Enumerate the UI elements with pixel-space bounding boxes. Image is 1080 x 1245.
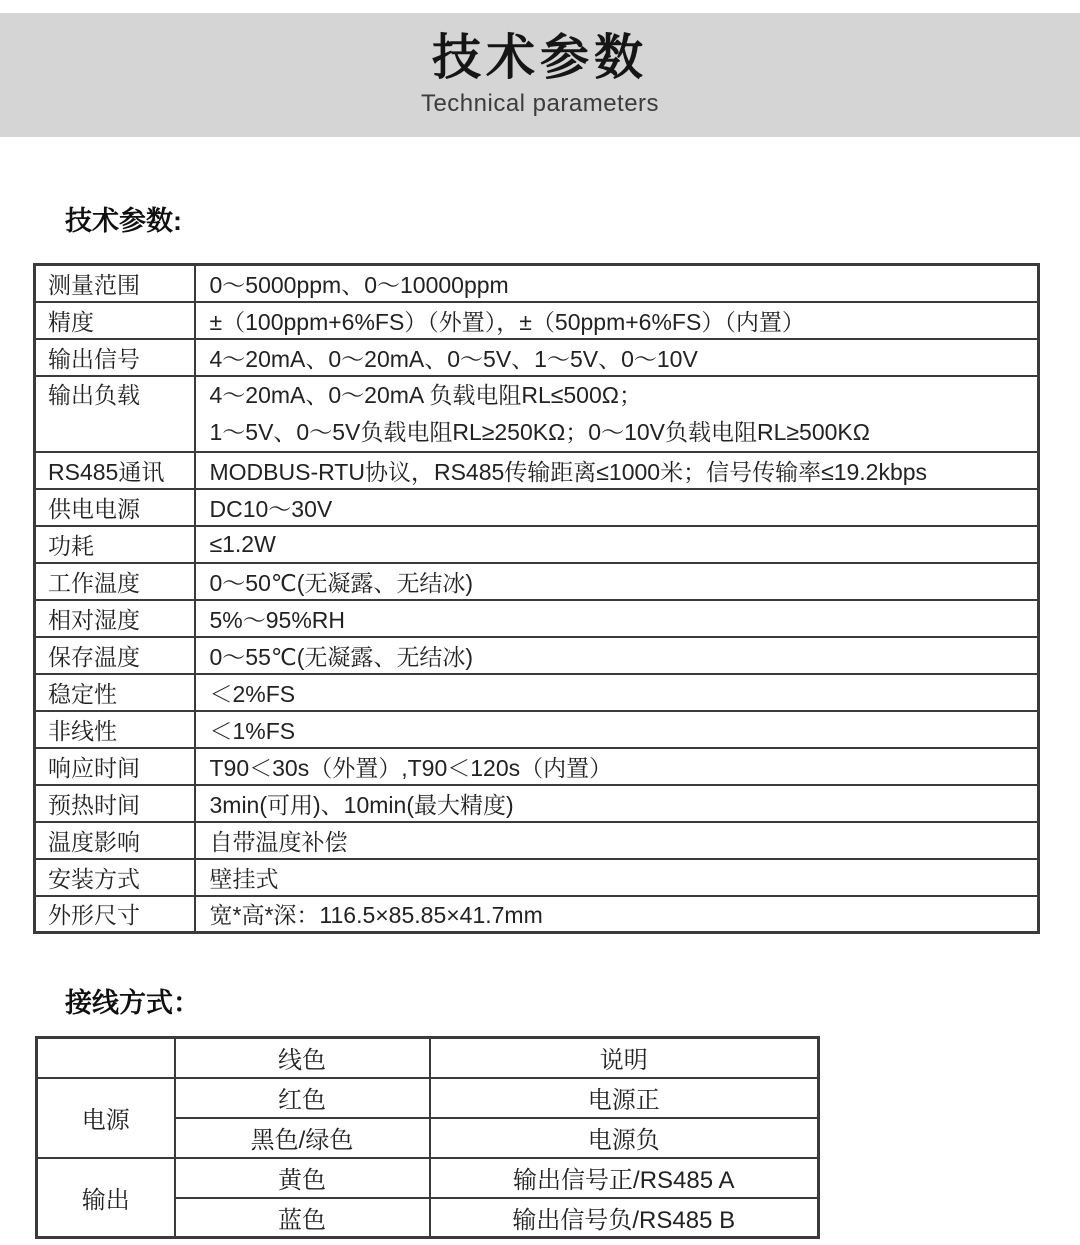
wire-desc-cell: 电源正 (430, 1078, 819, 1118)
tech-params-heading: 技术参数: (65, 206, 182, 236)
wire-desc-cell: 电源负 (430, 1118, 819, 1158)
table-row (35, 711, 1039, 748)
table-row (35, 563, 1039, 600)
wiring-header-group-cell (37, 1038, 175, 1078)
table-row (35, 822, 1039, 859)
param-value-cell: 3min(可用)、10min(最大精度) (195, 785, 1039, 822)
param-value-cell: 自带温度补偿 (195, 822, 1039, 859)
table-row (35, 526, 1039, 563)
param-value-cell: ±（100ppm+6%FS）（外置），±（50ppm+6%FS）（内置） (195, 302, 1039, 339)
param-label-cell: 响应时间 (35, 748, 195, 785)
param-label-cell: 精度 (35, 302, 195, 339)
param-value-cell: DC10～30V (195, 489, 1039, 526)
wiring-header-color-cell: 线色 (175, 1038, 430, 1078)
wire-color-cell: 黄色 (175, 1158, 430, 1198)
table-row (35, 859, 1039, 896)
param-label-cell: 输出负载 (35, 376, 195, 452)
wire-color-cell: 红色 (175, 1078, 430, 1118)
param-label-cell: RS485通讯 (35, 452, 195, 489)
param-value-cell: ≤1.2W (195, 526, 1039, 563)
wire-color-cell: 黑色/绿色 (175, 1118, 430, 1158)
table-row (35, 637, 1039, 674)
param-label-cell: 稳定性 (35, 674, 195, 711)
param-value-cell: 0～5000ppm、0～10000ppm (195, 265, 1039, 302)
param-value-cell: 5%～95%RH (195, 600, 1039, 637)
wiring-heading: 接线方式： (65, 988, 200, 1018)
table-row (35, 748, 1039, 785)
table-row (35, 302, 1039, 339)
wiring-group-cell: 电源 (37, 1078, 175, 1158)
param-label-cell: 工作温度 (35, 563, 195, 600)
param-value-cell: 4～20mA、0～20mA、0～5V、1～5V、0～10V (195, 339, 1039, 376)
param-value-cell: 0～55℃(无凝露、无结冰) (195, 637, 1039, 674)
table-row (35, 265, 1039, 302)
param-value-cell: 壁挂式 (195, 859, 1039, 896)
param-label-cell: 功耗 (35, 526, 195, 563)
param-label-cell: 测量范围 (35, 265, 195, 302)
param-value-cell: T90＜30s（外置）,T90＜120s（内置） (195, 748, 1039, 785)
param-value-cell: ＜2%FS (195, 674, 1039, 711)
param-value-line: 1～5V、0～5V负载电阻RL≥250KΩ；0～10V负载电阻RL≥500KΩ (209, 418, 870, 445)
page-subtitle: Technical parameters (420, 90, 660, 118)
param-label-cell: 供电电源 (35, 489, 195, 526)
table-row (37, 1078, 819, 1118)
table-row (37, 1038, 819, 1078)
param-label-cell: 输出信号 (35, 339, 195, 376)
table-row (35, 452, 1039, 489)
table-row (35, 896, 1039, 933)
page-title: 技术参数 (431, 30, 648, 85)
param-label-cell: 非线性 (35, 711, 195, 748)
wiring-header-desc-cell: 说明 (430, 1038, 819, 1078)
param-label-cell: 预热时间 (35, 785, 195, 822)
param-value-cell: 宽*高*深：116.5×85.85×41.7mm (195, 896, 1039, 933)
wire-color-cell: 蓝色 (175, 1198, 430, 1238)
table-row (35, 376, 1039, 452)
table-row (35, 600, 1039, 637)
table-row (35, 339, 1039, 376)
param-value-line: 4～20mA、0～20mA 负载电阻RL≤500Ω； (209, 381, 642, 408)
wiring-group-cell: 输出 (37, 1158, 175, 1238)
table-row (35, 785, 1039, 822)
wire-desc-cell: 输出信号正/RS485 A (430, 1158, 819, 1198)
table-row (35, 674, 1039, 711)
page-banner (0, 13, 1080, 137)
table-row (35, 489, 1039, 526)
param-label-cell: 保存温度 (35, 637, 195, 674)
param-value-cell: ＜1%FS (195, 711, 1039, 748)
param-label-cell: 安装方式 (35, 859, 195, 896)
wiring-table (35, 1036, 820, 1239)
tech-params-table (33, 263, 1040, 934)
param-label-cell: 温度影响 (35, 822, 195, 859)
param-value-cell: 0～50℃(无凝露、无结冰) (195, 563, 1039, 600)
param-value-cell: MODBUS-RTU协议，RS485传输距离≤1000米；信号传输率≤19.2kbps (195, 452, 1039, 489)
param-label-cell: 相对湿度 (35, 600, 195, 637)
wire-desc-cell: 输出信号负/RS485 B (430, 1198, 819, 1238)
table-row (37, 1158, 819, 1198)
param-label-cell: 外形尺寸 (35, 896, 195, 933)
param-value-cell (195, 376, 1039, 452)
